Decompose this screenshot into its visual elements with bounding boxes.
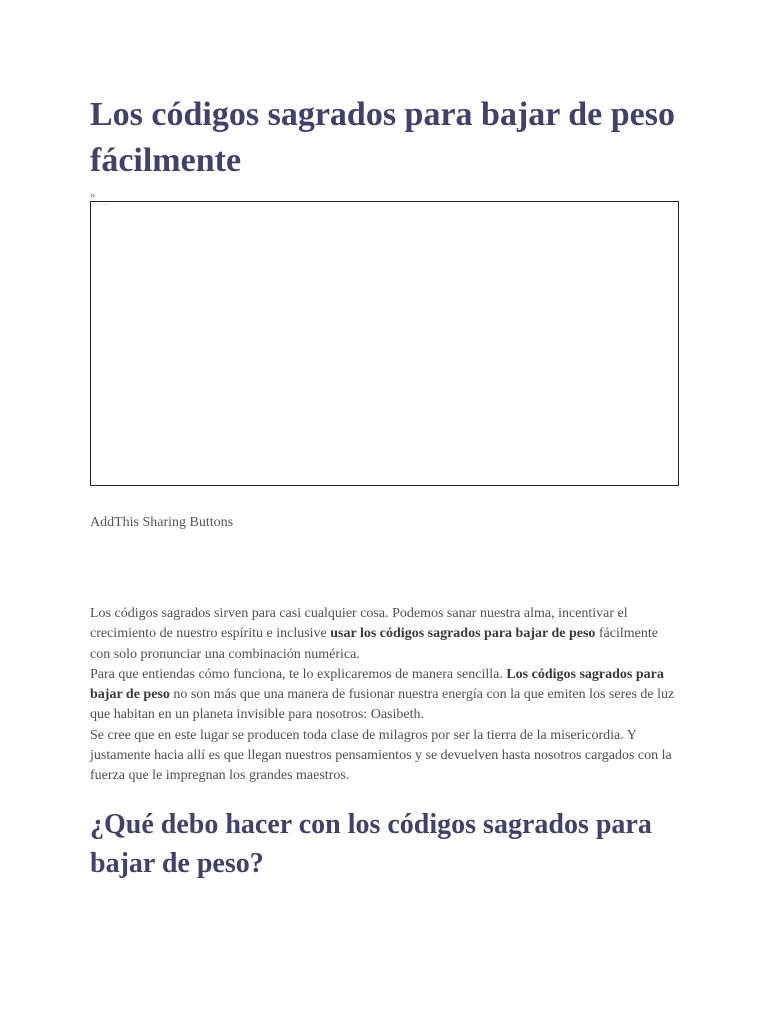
paragraph-bold-text: Los códigos sagrados para bajar de peso	[90, 666, 664, 703]
embed-caption: ···· ·······	[92, 202, 108, 207]
paragraph-text: Los códigos sagrados sirven para casi cualquier cosa. Podemos sanar nuestra alma, incentivar el crecimiento de nuestro espíritu e inclusive	[90, 606, 628, 642]
share-buttons-label: AddThis Sharing Buttons	[90, 515, 234, 530]
section-heading: ¿Qué debo hacer con los códigos sagrados para bajar de peso?	[90, 808, 652, 879]
article-body	[90, 604, 680, 787]
paragraph-text: fácilmente con solo pronunciar una combinación numérica.	[90, 626, 658, 662]
page-title: Los códigos sagrados para bajar de peso fácilmente	[90, 96, 675, 179]
paragraph-intro	[90, 604, 680, 665]
article	[90, 92, 680, 883]
breadcrumb-separator: »	[90, 189, 96, 201]
paragraph-oasibeth: Se cree que en este lugar se producen toda clase de milagros por ser la tierra de la misericordia. Y justamente hacia allí es que llegan nuestros pensamientos y se devuelven hasta nosotros cargados con la fuerza que le impregnan los grandes maestros.	[90, 727, 672, 784]
paragraph-text: Para que entiendas cómo funciona, te lo explicaremos de manera sencilla.	[90, 666, 507, 682]
paragraph-bold-text: usar los códigos sagrados para bajar de peso	[330, 626, 596, 642]
paragraph-text: no son más que una manera de fusionar nuestra energía con la que emiten los seres de luz que habitan en un planeta invisible para nosotros: Oasibeth.	[90, 687, 675, 723]
paragraph-explanation	[90, 665, 680, 726]
embedded-video-frame[interactable]	[90, 201, 679, 486]
